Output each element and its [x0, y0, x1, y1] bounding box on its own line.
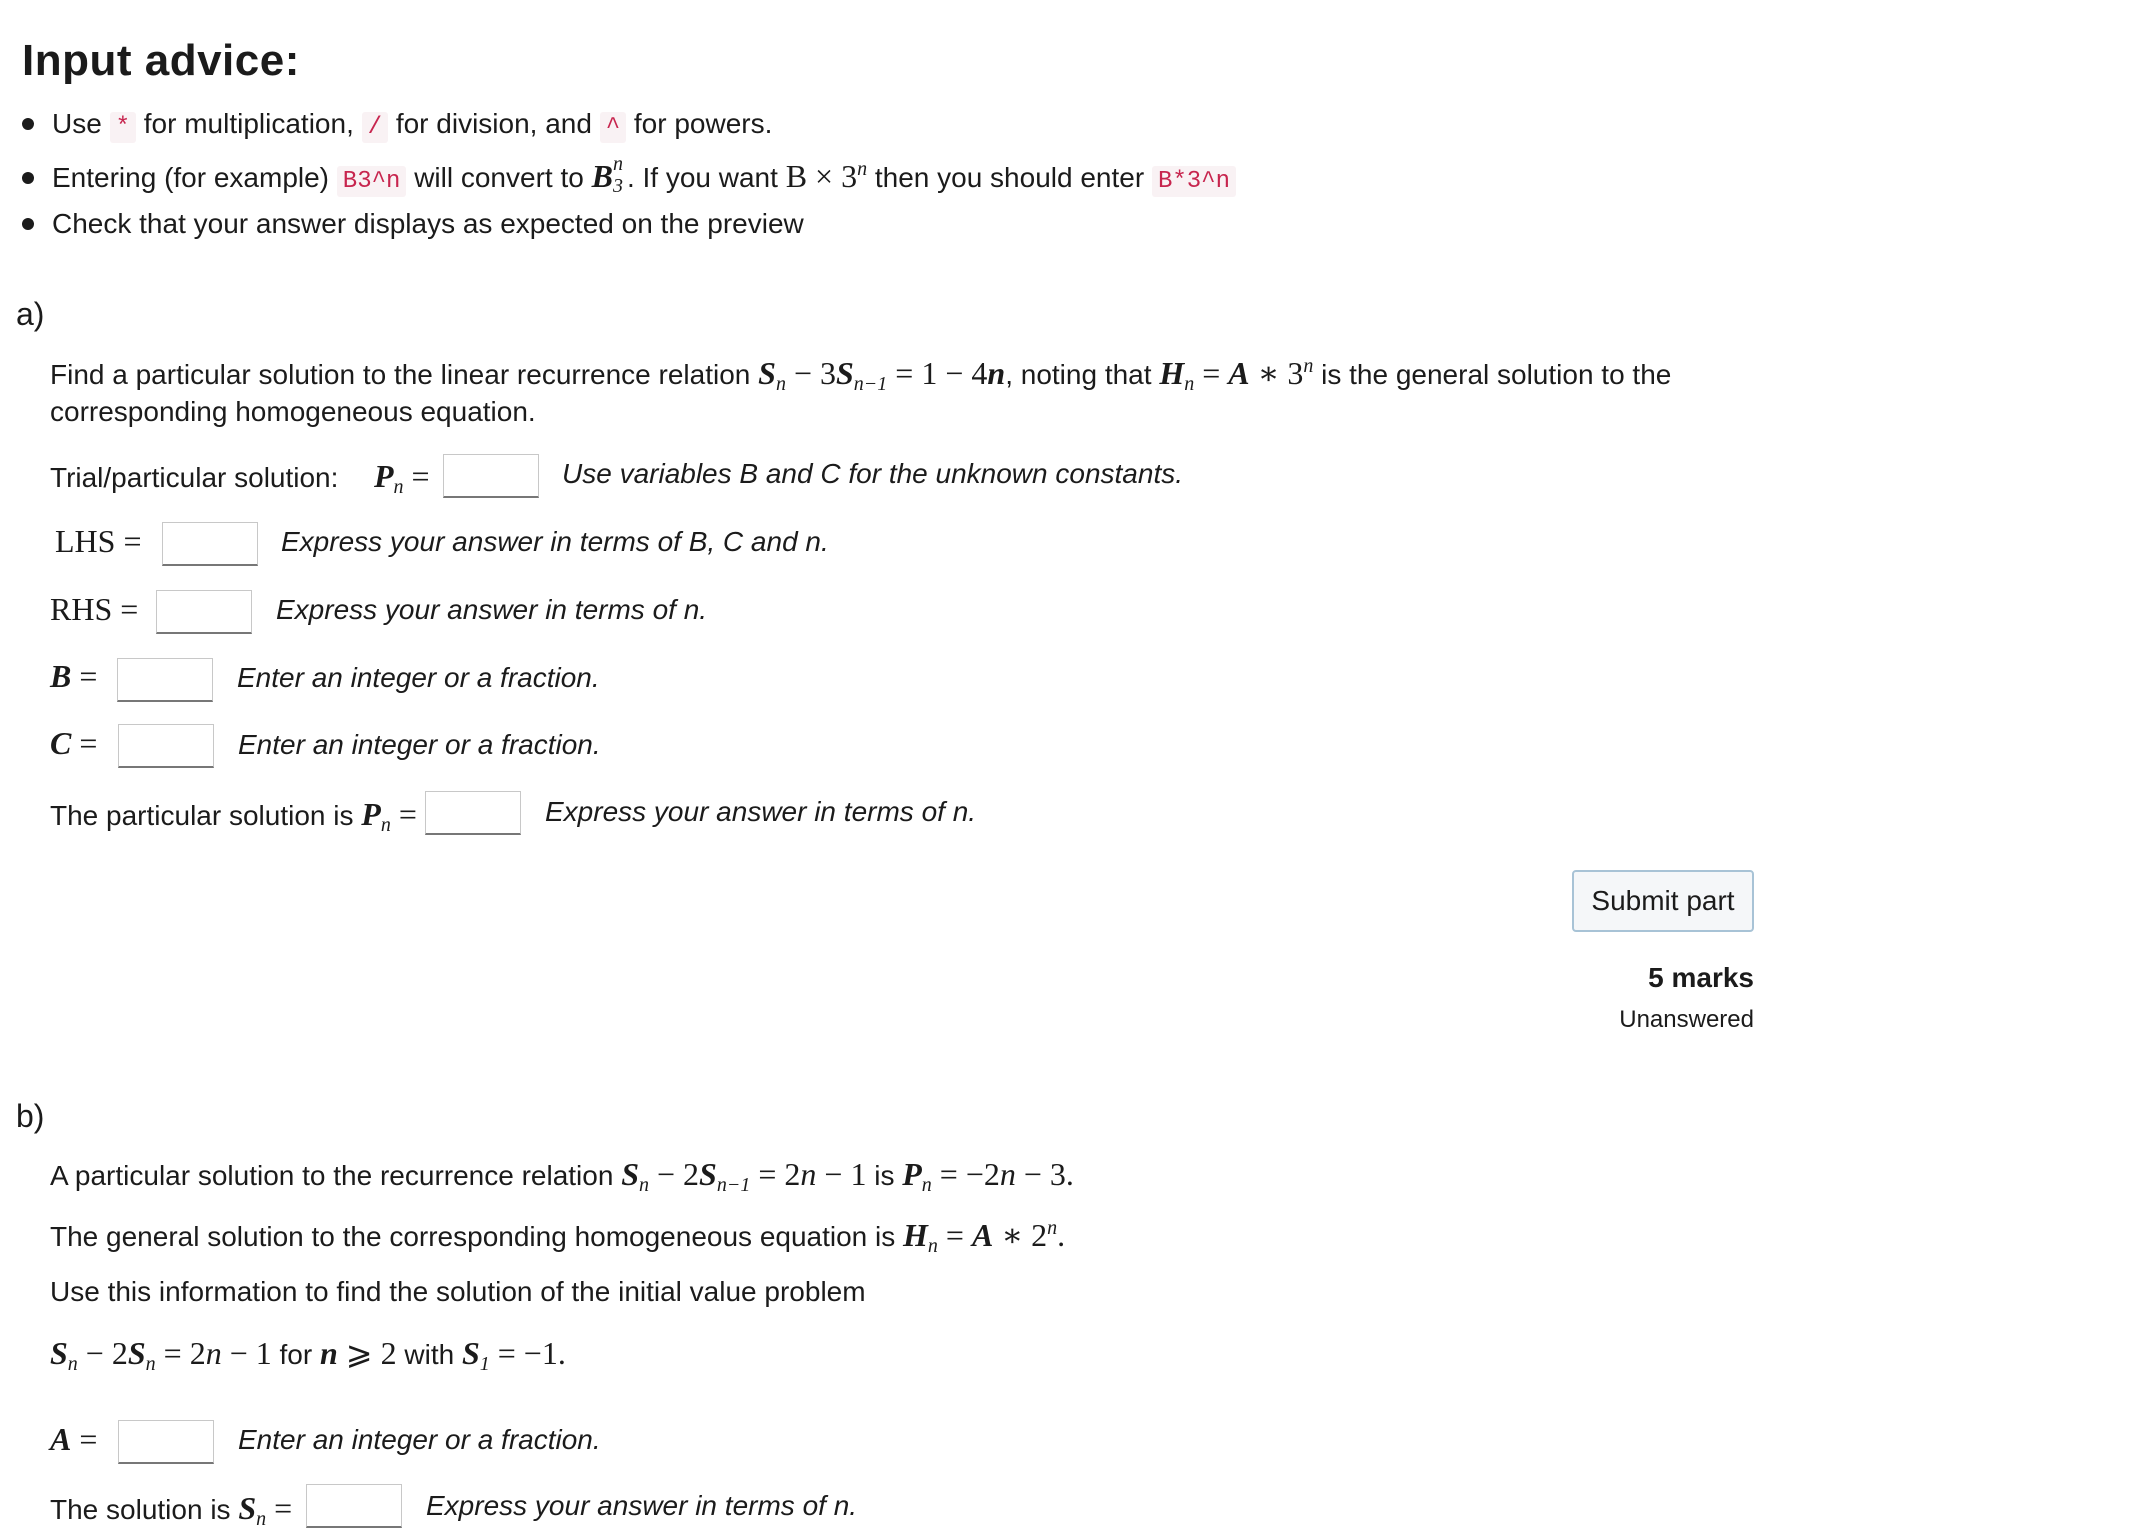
math-op: − 3 — [785, 355, 836, 391]
code-divide: / — [362, 112, 388, 143]
math-var: n — [319, 1335, 338, 1371]
bullet-icon — [22, 118, 34, 130]
bullet-icon — [22, 172, 34, 184]
math-op: − 1 — [221, 1335, 272, 1371]
math-var: H — [1159, 355, 1185, 391]
math-var: S — [238, 1490, 257, 1526]
question-text: Find a particular solution to the linear recurrence relation — [50, 359, 751, 390]
question-text: for — [279, 1339, 313, 1370]
rhs-label: RHS = — [50, 591, 139, 627]
math-op: = — [403, 458, 430, 494]
advice-text: Use — [52, 108, 102, 139]
math-var: S — [836, 355, 854, 391]
advice-bullet-2 — [22, 153, 1236, 197]
math-op: = — [937, 1217, 972, 1253]
rhs-hint: Express your answer in terms of n. — [276, 594, 708, 625]
math-op: − 2 — [77, 1335, 128, 1371]
advice-text: for multiplication, — [143, 108, 354, 139]
math-var: n — [205, 1335, 222, 1371]
math-op: = −2 — [931, 1156, 1000, 1192]
part-a-question-line2: corresponding homogeneous equation. — [50, 396, 536, 427]
math-var: S — [758, 355, 776, 391]
math-op: − 3. — [1015, 1156, 1074, 1192]
lhs-label: LHS = — [55, 523, 142, 559]
math-var: S — [621, 1156, 639, 1192]
math-b-times-3: B × 3 — [785, 158, 858, 194]
math-var: S — [461, 1335, 480, 1371]
part-b-label: b) — [16, 1098, 45, 1134]
solution-input[interactable] — [306, 1484, 402, 1528]
question-text: The general solution to the corresponding homogeneous equation is — [50, 1221, 896, 1252]
advice-text: Entering (for example) — [52, 162, 330, 193]
math-op: ∗ 2 — [993, 1217, 1048, 1253]
a-label — [50, 1421, 97, 1458]
particular-solution-input[interactable] — [425, 791, 521, 835]
code-power: ^ — [600, 112, 626, 143]
math-op: = — [71, 725, 98, 761]
part-b-line4 — [50, 1334, 566, 1376]
math-sub: n — [1184, 373, 1195, 395]
math-b: B — [591, 158, 613, 194]
math-sub: 1 — [479, 1353, 490, 1375]
math-sub: n — [67, 1353, 78, 1375]
a-input[interactable] — [118, 1420, 214, 1464]
math-sub: n−1 — [853, 373, 888, 395]
math-var: n — [987, 355, 1006, 391]
part-b-line3: Use this information to find the solution of the initial value problem — [50, 1276, 866, 1307]
part-a-question-line1 — [50, 354, 1671, 396]
math-var: A — [1228, 355, 1250, 391]
bullet-icon — [22, 218, 34, 230]
advice-title: Input advice: — [22, 36, 300, 85]
math-op: = — [390, 796, 417, 832]
math-op: − 2 — [649, 1156, 700, 1192]
advice-text: Check that your answer displays as expected on the preview — [52, 208, 804, 239]
advice-text: then you should enter — [874, 162, 1145, 193]
question-text: is the general solution to the — [1321, 359, 1672, 390]
math-var: B — [50, 658, 72, 694]
math-op: = −1. — [489, 1335, 566, 1371]
question-text: is — [874, 1160, 895, 1191]
advice-text: for division, and — [395, 108, 592, 139]
code-example: B3^n — [337, 166, 407, 197]
code-multiply: * — [110, 112, 136, 143]
code-example-2: B*3^n — [1152, 166, 1236, 197]
advice-text: . If you want — [626, 162, 778, 193]
part-b-line1 — [50, 1156, 1074, 1197]
math-sub: n — [380, 814, 391, 836]
math-sup: n — [612, 153, 623, 175]
trial-text: Trial/particular solution: — [50, 462, 339, 493]
math-var: n — [999, 1156, 1016, 1192]
math-supsub — [612, 153, 627, 197]
math-op: . — [1057, 1217, 1066, 1253]
math-sup: n — [1303, 355, 1314, 377]
advice-bullet-3 — [22, 208, 804, 240]
advice-bullet-1 — [22, 108, 772, 141]
math-op: = 2 — [155, 1335, 206, 1371]
trial-solution-input[interactable] — [443, 454, 539, 498]
math-var: P — [373, 458, 394, 494]
math-op: ∗ 3 — [1249, 355, 1304, 391]
marks-label: 5 marks — [1648, 962, 1754, 993]
math-op: ⩾ 2 — [337, 1335, 397, 1371]
math-sup: n — [857, 158, 868, 180]
math-sub: n — [775, 373, 786, 395]
part-b-line2 — [50, 1216, 1065, 1258]
math-sub: n — [927, 1235, 938, 1257]
math-var: P — [902, 1156, 922, 1192]
math-sub: n−1 — [716, 1174, 751, 1196]
math-sub: n — [921, 1174, 932, 1196]
math-sub: n — [393, 476, 404, 498]
math-op: = 1 − 4 — [887, 355, 988, 391]
math-var: S — [127, 1335, 146, 1371]
lhs-input[interactable] — [162, 522, 258, 566]
question-text: , noting that — [1005, 359, 1152, 390]
math-var: A — [971, 1217, 994, 1253]
c-hint: Enter an integer or a fraction. — [238, 729, 601, 760]
ps-text: The particular solution is — [50, 800, 354, 831]
trial-label — [50, 458, 430, 499]
math-var: C — [50, 725, 72, 761]
c-input[interactable] — [118, 724, 214, 768]
rhs-input[interactable] — [156, 590, 252, 634]
math-var: H — [903, 1217, 928, 1253]
solution-label — [50, 1490, 292, 1531]
math-var: A — [50, 1421, 72, 1457]
status-label: Unanswered — [1619, 1006, 1754, 1033]
submit-part-button[interactable]: Submit part — [1572, 870, 1754, 932]
math-var: n — [800, 1156, 817, 1192]
sol-text: The solution is — [50, 1494, 231, 1525]
advice-text: will convert to — [414, 162, 584, 193]
b-label — [50, 658, 97, 695]
c-label — [50, 725, 97, 762]
math-sub: 3 — [612, 175, 623, 197]
math-sub: n — [256, 1508, 267, 1530]
math-sup: n — [1047, 1217, 1058, 1239]
b-input[interactable] — [117, 658, 213, 702]
sol-hint: Express your answer in terms of n. — [426, 1490, 858, 1521]
question-text: with — [404, 1339, 455, 1370]
math-op: = — [71, 1421, 98, 1457]
advice-text: for powers. — [633, 108, 773, 139]
input-advice-heading — [22, 36, 300, 86]
math-var: S — [699, 1156, 717, 1192]
math-sub: n — [145, 1353, 156, 1375]
math-op: − 1 — [816, 1156, 867, 1192]
math-op: = — [266, 1490, 293, 1526]
math-op: = — [1194, 355, 1229, 391]
math-sub: n — [639, 1174, 649, 1196]
math-op: = — [71, 658, 98, 694]
math-var: P — [361, 796, 381, 832]
ps-hint: Express your answer in terms of n. — [545, 796, 977, 827]
b-hint: Enter an integer or a fraction. — [237, 662, 600, 693]
math-op: = 2 — [750, 1156, 801, 1192]
question-text: A particular solution to the recurrence relation — [50, 1160, 614, 1191]
part-a-label: a) — [16, 296, 45, 332]
lhs-hint: Express your answer in terms of B, C and n. — [281, 526, 829, 557]
trial-hint: Use variables B and C for the unknown constants. — [562, 458, 1184, 489]
math-var: S — [50, 1335, 68, 1371]
particular-solution-label — [50, 796, 417, 837]
a-hint: Enter an integer or a fraction. — [238, 1424, 601, 1455]
